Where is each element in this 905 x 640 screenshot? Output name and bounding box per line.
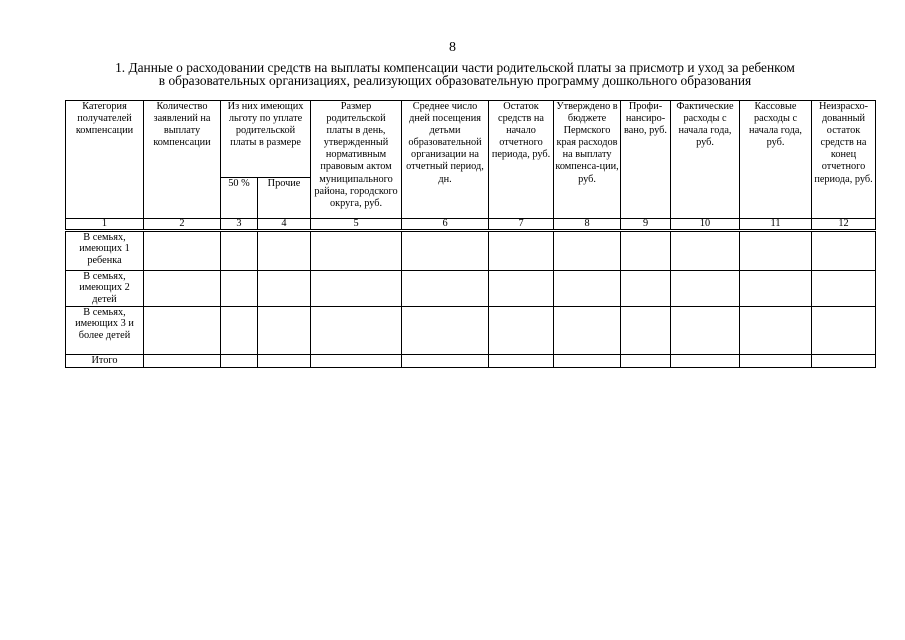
table-cell: [489, 307, 554, 355]
column-number: 8: [554, 219, 621, 231]
table-cell: [554, 307, 621, 355]
table-cell: [489, 231, 554, 271]
header-approved-budget: Утверждено в бюджете Пермского края расходов на выплату компенса-ции, руб.: [554, 101, 621, 219]
table-cell: [812, 307, 876, 355]
column-numbers-row: [66, 219, 876, 231]
table-cell: [311, 231, 402, 271]
table-cell: [402, 231, 489, 271]
table-cell: [402, 355, 489, 368]
table-cell: [221, 231, 258, 271]
table-cell: [144, 355, 221, 368]
header-unspent-balance: Неизрасхо-дованный остаток средств на конец отчетного периода, руб.: [812, 101, 876, 219]
table-cell: [489, 271, 554, 307]
table-row: [66, 307, 876, 355]
table-cell: [621, 231, 671, 271]
table-cell: [812, 231, 876, 271]
header-daily-fee: Размер родительской платы в день, утвержденный нормативным правовым актом муниципального района, городского округа, руб.: [311, 101, 402, 219]
column-number: 11: [740, 219, 812, 231]
table-cell: [554, 231, 621, 271]
column-number: 3: [221, 219, 258, 231]
heading-line-2: в образовательных организациях, реализующих образовательную программу дошкольного образования: [158, 73, 752, 88]
column-number: 1: [66, 219, 144, 231]
table-cell: [812, 271, 876, 307]
table-cell: [671, 231, 740, 271]
row-label: Итого: [66, 355, 144, 368]
table-cell: [402, 307, 489, 355]
table-row: [66, 231, 876, 271]
page-number: 8: [449, 40, 456, 55]
header-average-days: Среднее число дней посещения детьми образовательной организации на отчетный период, дн.: [402, 101, 489, 219]
table-cell: [258, 231, 311, 271]
table-cell: [740, 307, 812, 355]
row-label: В семьях, имеющих 2 детей: [66, 271, 144, 307]
table-cell: [311, 355, 402, 368]
table-cell: [740, 231, 812, 271]
table-cell: [812, 355, 876, 368]
header-applications-count: Количество заявлений на выплату компенсации: [144, 101, 221, 219]
table-cell: [221, 307, 258, 355]
table-cell: [671, 271, 740, 307]
header-category: Категория получателей компенсации: [66, 101, 144, 219]
expenditure-report-table: [65, 100, 876, 368]
table-cell: [221, 271, 258, 307]
header-benefit-other: Прочие: [258, 178, 311, 219]
column-number: 5: [311, 219, 402, 231]
table-cell: [258, 355, 311, 368]
column-number: 12: [812, 219, 876, 231]
table-cell: [311, 271, 402, 307]
column-number: 6: [402, 219, 489, 231]
section-heading: [50, 61, 860, 87]
header-opening-balance: Остаток средств на начало отчетного периода, руб.: [489, 101, 554, 219]
table-cell: [621, 307, 671, 355]
table-cell: [144, 307, 221, 355]
table-cell: [258, 307, 311, 355]
table-cell: [311, 307, 402, 355]
table-row: [66, 271, 876, 307]
column-number: 9: [621, 219, 671, 231]
table-cell: [258, 271, 311, 307]
header-row: [66, 101, 876, 178]
row-label: В семьях, имеющих 1 ребенка: [66, 231, 144, 271]
table-cell: [554, 355, 621, 368]
heading-line-1: 1. Данные о расходовании средств на выплаты компенсации части родительской платы за присмотр и уход за ребенком: [115, 60, 795, 75]
table-cell: [621, 355, 671, 368]
table-cell: [489, 355, 554, 368]
table-cell: [144, 271, 221, 307]
header-benefit-50-percent: 50 %: [221, 178, 258, 219]
table-cell: [740, 271, 812, 307]
header-cash-expenses: Кассовые расходы с начала года, руб.: [740, 101, 812, 219]
table-cell: [671, 355, 740, 368]
table-cell: [221, 355, 258, 368]
column-number: 10: [671, 219, 740, 231]
header-actual-expenses: Фактические расходы с начала года, руб.: [671, 101, 740, 219]
table-cell: [621, 271, 671, 307]
header-benefit-group: Из них имеющих льготу по уплате родительской платы в размере: [221, 101, 311, 178]
table-cell: [402, 271, 489, 307]
row-label: В семьях, имеющих 3 и более детей: [66, 307, 144, 355]
table-cell: [554, 271, 621, 307]
table-cell: [144, 231, 221, 271]
table-cell: [740, 355, 812, 368]
table-cell: [671, 307, 740, 355]
column-number: 7: [489, 219, 554, 231]
column-number: 4: [258, 219, 311, 231]
table-row-total: [66, 355, 876, 368]
column-number: 2: [144, 219, 221, 231]
header-funded: Профи-нансиро-вано, руб.: [621, 101, 671, 219]
